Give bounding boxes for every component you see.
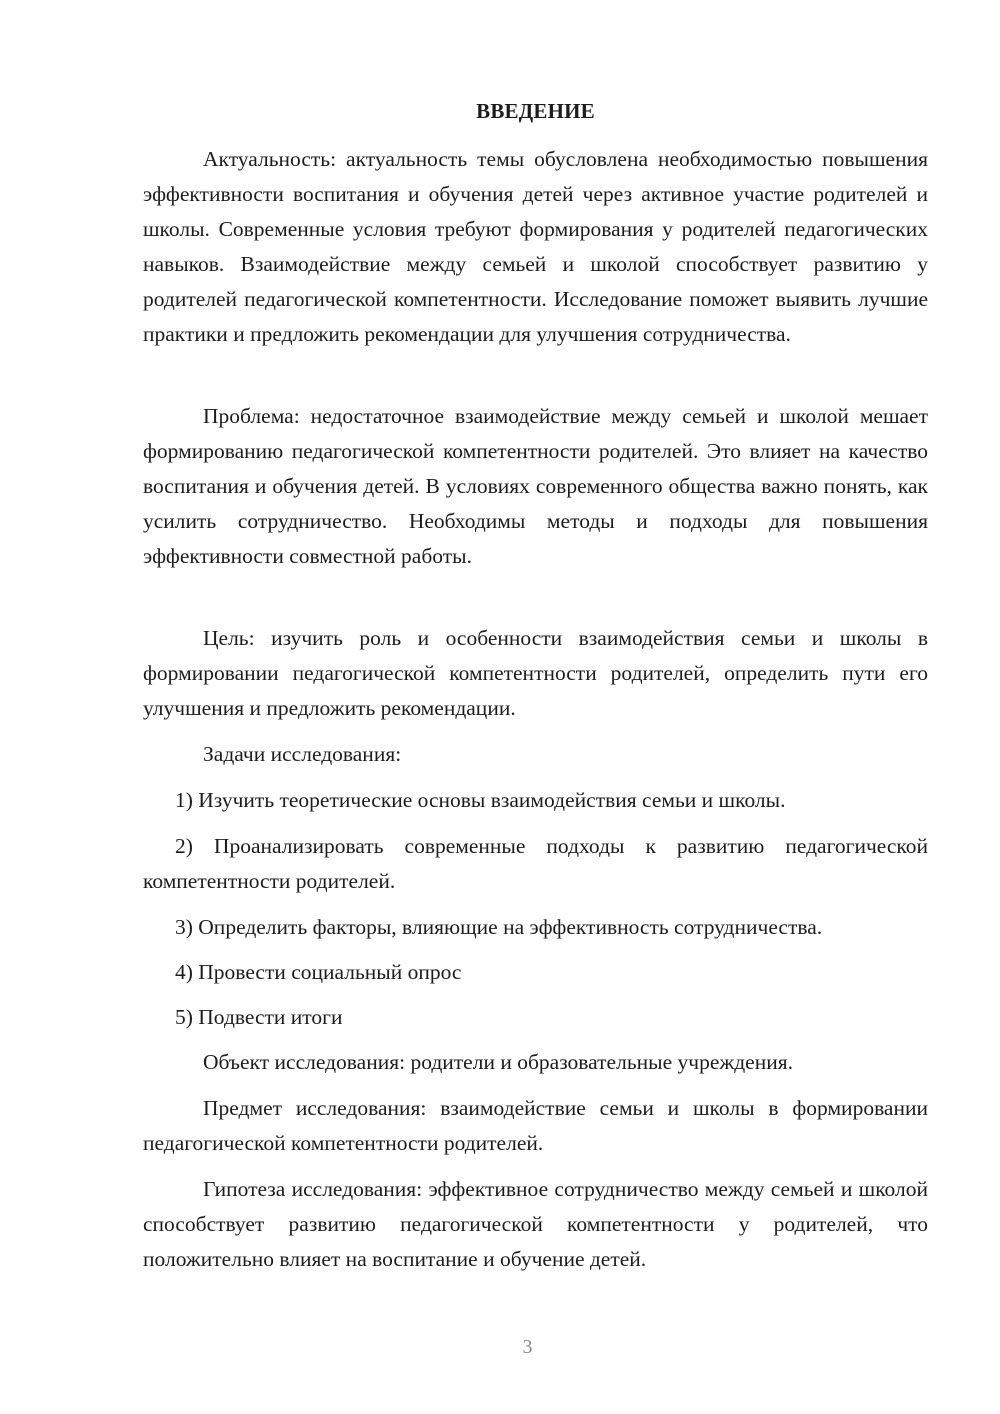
page-number: 3 <box>522 1336 533 1358</box>
task-item-4: 4) Провести социальный опрос <box>175 960 462 984</box>
paragraph-subject: Предмет исследования: взаимодействие семьи и школы в формировании педагогической компетентности родителей. <box>143 1096 928 1155</box>
paragraph-goal: Цель: изучить роль и особенности взаимодействия семьи и школы в формировании педагогической компетентности родителей, определить пути его улучшения и предложить рекомендации. <box>143 626 928 720</box>
paragraph-hypothesis: Гипотеза исследования: эффективное сотрудничество между семьей и школой способствует развитию педагогической компетентности у родителей, что положительно влияет на воспитание и обучение детей. <box>143 1177 928 1271</box>
task-item-1: 1) Изучить теоретические основы взаимодействия семьи и школы. <box>175 788 786 812</box>
task-item-2: 2) Проанализировать современные подходы к развитию педагогической компетентности родителей. <box>143 834 928 893</box>
tasks-heading: Задачи исследования: <box>203 742 402 766</box>
paragraph-object: Объект исследования: родители и образовательные учреждения. <box>203 1050 793 1074</box>
paragraph-problem: Проблема: недостаточное взаимодействие между семьей и школой мешает формированию педагогической компетентности родителей. Это влияет на качество воспитания и обучения детей. В условиях современного общества важно понять, как усилить сотрудничество. Необходимы методы и подходы для повышения эффективности совместной работы. <box>143 404 928 568</box>
paragraph-relevance: Актуальность: актуальность темы обусловлена необходимостью повышения эффективности воспитания и обучения детей через активное участие родителей и школы. Современные условия требуют формирования у родителей педагогических навыков. Взаимодействие между семьей и школой способствует развитию у родителей педагогической компетентности. Исследование поможет выявить лучшие практики и предложить рекомендации для улучшения сотрудничества. <box>143 147 928 346</box>
task-item-5: 5) Подвести итоги <box>175 1005 343 1029</box>
section-title: ВВЕДЕНИЕ <box>476 99 595 123</box>
task-item-3: 3) Определить факторы, влияющие на эффективность сотрудничества. <box>175 915 823 939</box>
